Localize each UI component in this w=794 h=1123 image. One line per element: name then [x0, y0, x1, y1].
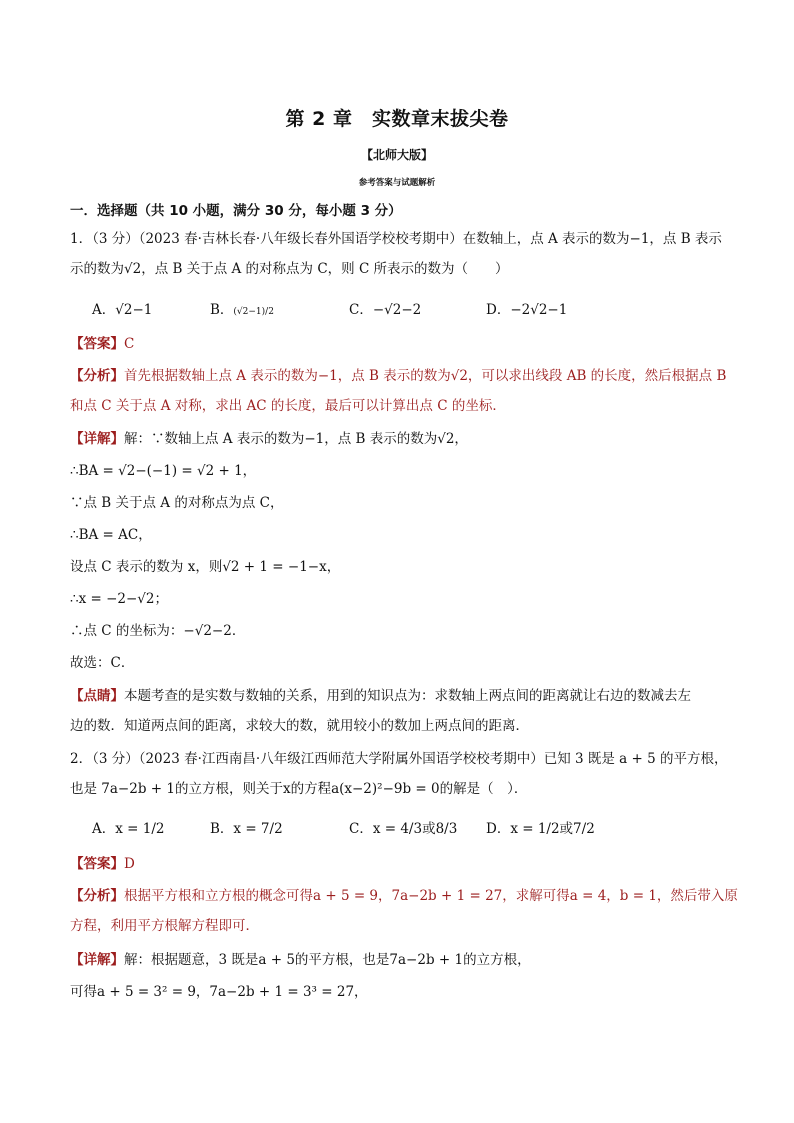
q1-detail-text1: 解：∵数轴上点 A 表示的数为−1，点 B 表示的数为√2， — [124, 431, 468, 447]
analysis-tag: 【分析】 — [70, 368, 124, 384]
q2-option-a: A．x = 1/2 — [92, 821, 165, 837]
q2-analysis-line1 — [70, 886, 738, 906]
comment-tag: 【点睛】 — [70, 688, 124, 704]
q2-option-d: D．x = 1/2或7/2 — [486, 821, 595, 837]
q1-option-b-fraction: (√2−1)/2 — [233, 307, 274, 317]
q2-analysis-text1: 根据平方根和立方根的概念可得a + 5 = 9，7a−2b + 1 = 27，求解可得a = 4，b = 1，然后带入原 — [124, 888, 738, 904]
q1-comment-line2: 边的数．知道两点间的距离，求较大的数，就用较小的数加上两点间的距离． — [70, 718, 529, 734]
q2-detail-line2: 可得a + 5 = 3² = 9，7a−2b + 1 = 3³ = 27， — [70, 984, 368, 1000]
q2-option-c: C．x = 4/3或8/3 — [349, 821, 458, 837]
edition-label: 【北师大版】 — [360, 148, 433, 162]
section-heading: 一．选择题（共 10 小题，满分 30 分，每小题 3 分） — [70, 203, 402, 219]
q1-choose: 故选：C． — [70, 655, 135, 671]
q1-stem-line1: 1．（3 分）（2023 春·吉林长春·八年级长春外国语学校校考期中）在数轴上，点 A 表示的数为−1，点 B 表示 — [70, 231, 722, 247]
q1-detail-line2: ∴BA = √2−(−1) = √2 + 1， — [70, 463, 257, 479]
q1-detail-line4: ∴BA = AC， — [70, 527, 152, 543]
q1-option-d: D．−2√2−1 — [486, 302, 568, 318]
q1-detail-line5: 设点 C 表示的数为 x，则√2 + 1 = −1−x， — [70, 559, 341, 575]
q1-detail-line3: ∵点 B 关于点 A 的对称点为点 C， — [70, 495, 284, 511]
q1-detail-line1 — [70, 429, 730, 449]
q2-answer — [70, 854, 730, 874]
q2-detail-text1: 解：根据题意，3 既是a + 5的平方根，也是7a−2b + 1的立方根， — [124, 952, 531, 968]
q1-option-b-label: B． — [210, 302, 234, 318]
q2-detail-line1 — [70, 950, 730, 970]
q1-detail-line6: ∴x = −2−√2； — [70, 591, 169, 607]
q1-analysis-line1 — [70, 366, 730, 386]
q1-stem-line2: 示的数为√2，点 B 关于点 A 的对称点为 C，则 C 所表示的数为（ ） — [70, 261, 509, 277]
answers-note: 参考答案与试题解析 — [358, 178, 436, 188]
q1-analysis-line2: 和点 C 关于点 A 对称，求出 AC 的长度，最后可以计算出点 C 的坐标． — [70, 398, 506, 414]
q1-answer-value: C — [124, 336, 135, 352]
q1-option-b — [210, 298, 274, 318]
q1-option-c: C．−√2−2 — [349, 302, 422, 318]
q2-stem-line2: 也是 7a−2b + 1的立方根，则关于x的方程a(x−2)²−9b = 0的解是（ ）． — [70, 781, 528, 797]
q2-answer-value: D — [124, 856, 135, 872]
analysis-tag-2: 【分析】 — [70, 888, 124, 904]
q1-comment-text1: 本题考查的是实数与数轴的关系，用到的知识点为：求数轴上两点间的距离就让右边的数减去左 — [124, 688, 691, 704]
answer-tag-2: 【答案】 — [70, 856, 124, 872]
q1-analysis-text1: 首先根据数轴上点 A 表示的数为−1，点 B 表示的数为√2，可以求出线段 AB 的长度，然后根据点 B — [124, 368, 727, 384]
q2-option-b: B．x = 7/2 — [210, 821, 283, 837]
answer-tag: 【答案】 — [70, 336, 124, 352]
q2-analysis-line2: 方程，利用平方根解方程即可． — [70, 918, 259, 934]
q1-comment-line1 — [70, 686, 730, 706]
detail-tag-2: 【详解】 — [70, 952, 124, 968]
q2-stem-line1: 2．（3 分）（2023 春·江西南昌·八年级江西师范大学附属外国语学校校考期中）已知 3 既是 a + 5 的平方根， — [70, 751, 728, 767]
page-title: 第 2 章 实数章末拔尖卷 — [285, 108, 509, 130]
q1-answer — [70, 334, 730, 354]
q1-detail-line7: ∴点 C 的坐标为：−√2−2． — [70, 623, 246, 639]
detail-tag: 【详解】 — [70, 431, 124, 447]
q1-option-a: A．√2−1 — [92, 302, 153, 318]
